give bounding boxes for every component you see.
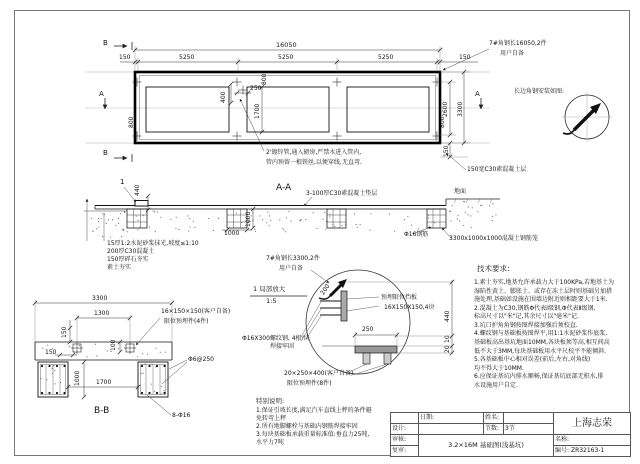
dim-top-150-left: 150 [119, 54, 131, 61]
special-note-line1: 1.保证引坡长度,满足汽车直线上秤的条件避 [256, 407, 372, 414]
name-label: 姓名: [484, 413, 504, 424]
detail-scale: 1:5 [266, 297, 277, 305]
tech-req-line8: 基础板高出基坑地面10MM,各块板须等高,相互间高 [474, 339, 610, 346]
dim-bb-3300: 3300 [92, 295, 108, 302]
layer-note-1: 15厚1:2水泥砂浆抹光,坡度≤1:10 [107, 240, 199, 247]
section-marker-b-bottom: B [103, 149, 108, 157]
section-marker-a-right: A [475, 90, 480, 98]
design-label: 设计: [391, 424, 419, 435]
layer-note-3: 150厚碎石夯实 [107, 256, 149, 263]
date-label: 日期: [419, 413, 484, 424]
note-stirrup: Φ6@250 [188, 356, 214, 363]
dim-detail-200: 200 [319, 283, 332, 297]
note-pipe-line1: 2'镀锌管,通入磅房,严禁水进入管内, [266, 149, 362, 156]
special-note-line4: 3.每块基础板承载重量标准值:垂直力25吨, [256, 431, 370, 438]
dim-bb-1000: 1000 [74, 370, 81, 386]
note-cushion: 3-100厚C30素混凝土垫层 [306, 190, 378, 197]
note-detail-rebar-line2: 焊接牢固 [270, 343, 295, 350]
dim-total: 16050 [276, 41, 297, 49]
note-pipe-line2: 管内预留一根铁丝,以便穿线,无直弯. [266, 159, 362, 166]
note-baffle-line2: 16X150X150,4块 [384, 304, 435, 311]
dim-aa-1000-h: 1000 [245, 211, 252, 227]
dim-2600: 2600 [442, 101, 449, 117]
dim-detail-440: 440 [444, 310, 451, 322]
dim-detail-20: 20 [444, 345, 451, 353]
special-notes-title: 特别说明: [256, 397, 285, 405]
number-value: ZR32163-1 [570, 447, 605, 454]
note-bb-embed-line2: 限位预埋件(4件) [164, 318, 209, 325]
titleblock-empty-1 [391, 413, 419, 424]
tech-req-line3: 施处理,基础如设施在围墙边附近则相距要大于1米. [474, 296, 608, 303]
note-detail-angle-line2: 用户自备 [279, 265, 304, 272]
number-label: 编号: [555, 447, 570, 454]
dim-detail-250: 250 [362, 326, 374, 333]
tech-req-line4: 2.混凝土为C30,钢筋Φ代表Ⅰ级钢,Φ代表Ⅱ级钢, [474, 305, 596, 312]
dim-bb-150-h: 150 [45, 349, 57, 356]
tech-req-line1: 1.素土夯实,地基允许承载力大于100KPa,若地基土为 [474, 279, 614, 286]
design-value [419, 424, 484, 435]
dim-top-5250-2: 5250 [278, 54, 294, 61]
tech-req-title: 技术要求: [477, 264, 510, 273]
section-bb-title: B-B [94, 406, 110, 416]
audit-label: 审核: [391, 435, 419, 446]
note-angle-steel-line1: 7#角钢长16050,2件 [489, 40, 547, 47]
tech-req-line10: 5.各基础板中心相对误差(前后,左右,对角线) [474, 356, 591, 363]
title-label: 名称: [554, 435, 631, 446]
dim-panel-1700: 1700 [254, 103, 261, 119]
note-detail-embed-line2: 限位预埋件(8件) [287, 380, 332, 387]
tech-req-line9: 低不大于3MM,每块基础板用水平尺校平不能倾斜. [474, 348, 606, 355]
drawing-number [554, 446, 631, 457]
layer-note-4: 素土夯实 [107, 264, 132, 271]
dim-3300: 3300 [457, 101, 464, 117]
dim-bb-1300: 1300 [94, 310, 110, 317]
tech-req-line6: 3.坑口护角角钢按图焊接加强后须校直. [474, 322, 578, 329]
layer-note-2: 200厚C30混凝土 [107, 248, 155, 255]
note-bb-embed-line1: 16×150×150(客户自备) [161, 308, 231, 315]
company-name: 上海志荣 [554, 413, 631, 435]
dim-detail-10: 10 [444, 335, 451, 343]
section-aa-title: A-A [276, 183, 292, 193]
detail-title: 1 局部放大 [253, 285, 286, 293]
special-note-line5: 水平力7吨 [256, 439, 284, 446]
dim-pipe-400: 400 [220, 91, 227, 103]
note-install: 长边角钢安装如图: [514, 88, 565, 95]
tech-req-line11: 均不得大于10MM. [474, 365, 524, 372]
title-block [390, 412, 631, 457]
note-rebar-aa: Φ16钢筋 [404, 231, 429, 238]
tech-req-line5: 标高尺寸以"米"记,其余尺寸以"毫米"记. [474, 313, 579, 320]
note-ground: 地面 [454, 188, 467, 195]
detail-ref-1: 1 [120, 178, 125, 186]
note-cage: 3300x1000x1000混凝土钢筋笼 [449, 235, 538, 242]
note-strip: 150宽C30素混凝土层 [467, 166, 527, 173]
note-detail-angle-line1: 7#角钢长3300,2件 [266, 255, 320, 262]
dim-top-5250-1: 5250 [179, 54, 195, 61]
special-note-line2: 免转弯上秤 [256, 415, 287, 422]
dim-150-strip: 150 [443, 145, 450, 157]
review-label: 复审: [391, 446, 419, 457]
note-detail-embed-line1: 20×250×400(客户自备) [284, 370, 354, 377]
dim-pipe-250: 250 [250, 85, 262, 92]
special-note-line3: 2.所有地脚螺栓与基础内钢筋焊接牢固 [256, 423, 358, 430]
dim-top-150-right: 150 [459, 54, 471, 61]
dim-top-5250-3: 5250 [378, 54, 394, 61]
tech-req-line12: 6.应保证基坑内排水顺畅,保证基坑底部无积水,排 [474, 373, 604, 380]
sections-value: 3节 [504, 424, 554, 435]
sections-label: 节数: [484, 424, 504, 435]
dim-bb-1700: 1700 [96, 379, 112, 386]
note-baffle-line1: 预埋限位挡板 [381, 294, 418, 301]
dim-aa-440: 440 [134, 184, 141, 196]
dim-bb-150-v: 150 [61, 326, 68, 338]
dim-800-left: 800 [128, 116, 135, 128]
note-angle-steel-line2: 用户自备 [500, 50, 525, 57]
dim-aa-1000-w: 1000 [224, 230, 240, 237]
dim-bb-100: 100 [110, 339, 117, 351]
section-marker-a-left: A [99, 90, 104, 98]
dim-800-top: 800 [261, 73, 268, 85]
drawing-title: 3.2×16M 基础图(浅基坑) [419, 435, 554, 457]
tech-req-line2: 湿陷性黄土、膨胀土、或存在冻土层时则基础另加措 [474, 288, 613, 295]
name-value [504, 413, 554, 424]
dim-800-right: 800 [439, 116, 446, 128]
tech-req-line7: 4.螺纹钢与基础板按图焊平,用1:1水泥砂浆作底浆, [474, 330, 608, 337]
tech-req-line13: 水设施用户自定. [474, 382, 518, 389]
section-aa-linework [84, 184, 500, 241]
note-bb-rebar: 8-Φ16 [172, 412, 191, 419]
section-marker-b-top: B [103, 39, 108, 47]
note-detail-rebar-line1: Φ16X300螺纹钢, 4根/块 [242, 335, 310, 342]
